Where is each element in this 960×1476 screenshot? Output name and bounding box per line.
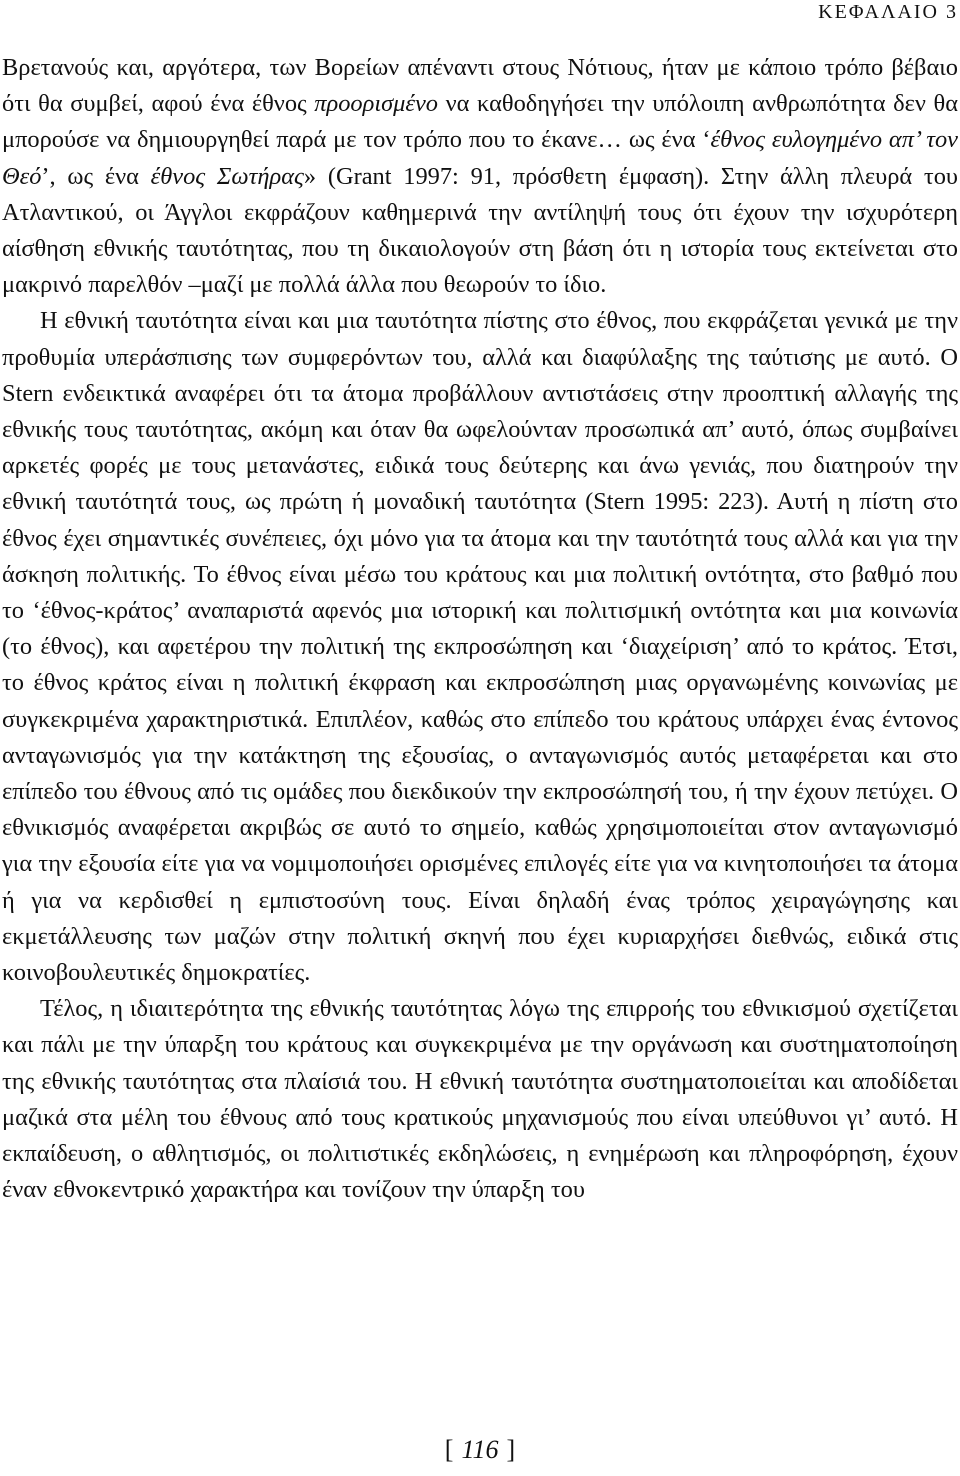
paragraph-1-run-5: ’, ως ένα — [41, 162, 151, 190]
paragraph-2 — [2, 303, 958, 991]
page-number-value: 116 — [461, 1435, 499, 1464]
paragraph-3-run-1: Τέλος, η ιδιαιτερότητα της εθνικής ταυτότητας λόγω της επιρροής του εθνικισμού σχετίζεται και πάλι με την ύπαρξη του κράτους και συγκεκριμένα με την οργάνωση και συστηματοποίηση της εθνικής ταυτότητας στα πλαίσιά του. Η εθνική ταυτότητα συστηματοποιείται και αποδίδεται μαζικά στα μέλη του έθνους από τους κρατικούς μηχανισμούς που είναι υπεύθυνοι γι’ αυτό. Η εκπαίδευση, ο αθλητισμός, οι πολιτιστικές εκδηλώσεις, η ενημέρωση και πληροφόρηση, έχουν έναν εθνοκεντρικό χαρακτήρα και τονίζουν την ύπαρξη του — [2, 995, 958, 1204]
paragraph-1 — [2, 50, 958, 303]
paragraph-1-run-1: Βρετανούς και, αργότερα, των Βορείων απέναντι στους Νότιους, ήταν με κάποιο τρόπο βέβαιο ότι θα συμβεί, αφού ένα έθνος — [2, 54, 958, 118]
paragraph-1-run-4: έθνος ευλογημένο απ’ τον Θεό — [2, 126, 958, 190]
paragraph-1-run-7: » (Grant 1997: 91, πρόσθετη έμφαση). Στην άλλη πλευρά του Ατλαντικού, οι Άγγλοι εκφράζουν καθημερινά την αντίληψή τους ότι έχουν την ισχυρότερη αίσθηση εθνικής ταυτότητας, που τη δικαιολογούν στη βάση ότι η ιστορία τους εκτείνεται στο μακρινό παρελθόν –μαζί με πολλά άλλα που θεωρούν το ίδιο. — [2, 162, 958, 299]
page-number-close-bracket: ] — [506, 1435, 516, 1464]
paragraph-1-run-2: προορισμένο — [314, 90, 439, 118]
paragraph-1-run-6: έθνος Σωτήρας — [150, 162, 304, 190]
running-head: ΚΕΦΑΛΑΙΟ 3 — [818, 1, 958, 23]
page-number — [0, 1433, 960, 1467]
paragraph-1-run-3: να καθοδηγήσει την υπόλοιπη ανθρωπότητα δεν θα μπορούσε να δημιουργηθεί παρά με τον τρόπο που το έκανε… ως ένα ‘ — [2, 90, 958, 154]
paragraph-3 — [2, 991, 958, 1208]
paragraph-2-run-1: Η εθνική ταυτότητα είναι και μια ταυτότητα πίστης στο έθνος, που εκφράζεται γενικά με την προθυμία υπεράσπισης των συμφερόντων του, αλλά και διαφύλαξης της ταύτισης με αυτό. Ο Stern ενδεικτικά αναφέρει ότι τα άτομα προβάλλουν αντιστάσεις στην προοπτική αλλαγής της εθνικής τους ταυτότητας, ακόμη και όταν θα ωφελούνταν προσωπικά απ’ αυτό, όπως συμβαίνει αρκετές φορές με τους μετανάστες, ειδικά τους δεύτερης και άνω γενιάς, που διατηρούν την εθνική ταυτότητά τους, ως πρώτη ή μοναδική ταυτότητα (Stern 1995: 223). Αυτή η πίστη στο έθνος έχει σημαντικές συνέπειες, όχι μόνο για τα άτομα και την ταυτότητά τους αλλά και για την άσκηση πολιτικής. Το έθνος είναι μέσω του κράτους και μια πολιτική οντότητα, στο βαθμό που το ‘έθνος-κράτος’ αναπαριστά αφενός μια ιστορική και πολιτισμική οντότητα και μια κοινωνία (το έθνος), και αφετέρου την πολιτική της εκπροσώπηση και ‘διαχείριση’ από το κράτος. Έτσι, το έθνος κράτος είναι η πολιτική έκφραση και εκπροσώπηση μιας οργανωμένης κοινωνίας με συγκεκριμένα χαρακτηριστικά. Επιπλέον, καθώς στο επίπεδο του κράτους υπάρχει ένας έντονος ανταγωνισμός για την κατάκτηση της εξουσίας, ο ανταγωνισμός αυτός μεταφέρεται και στο επίπεδο του έθνους από τις ομάδες που διεκδικούν την εκπροσώπησή του, ή την έχουν πετύχει. Ο εθνικισμός αναφέρεται ακριβώς σε αυτό το σημείο, καθώς χρησιμοποιείται στον ανταγωνισμό για την εξουσία είτε για να νομιμοποιήσει ορισμένες επιλογές είτε για να κινητοποιήσει τα άτομα ή για να κερδισθεί η εμπιστοσύνη τους. Είναι δηλαδή ένας τρόπος χειραγώγησης και εκμετάλλευσης των μαζών στην πολιτική σκηνή που έχει κυριαρχήσει διεθνώς, ειδικά στις κοινοβουλευτικές δημοκρατίες. — [2, 307, 958, 987]
page-number-open-bracket: [ — [444, 1435, 454, 1464]
body-text — [2, 50, 958, 1209]
